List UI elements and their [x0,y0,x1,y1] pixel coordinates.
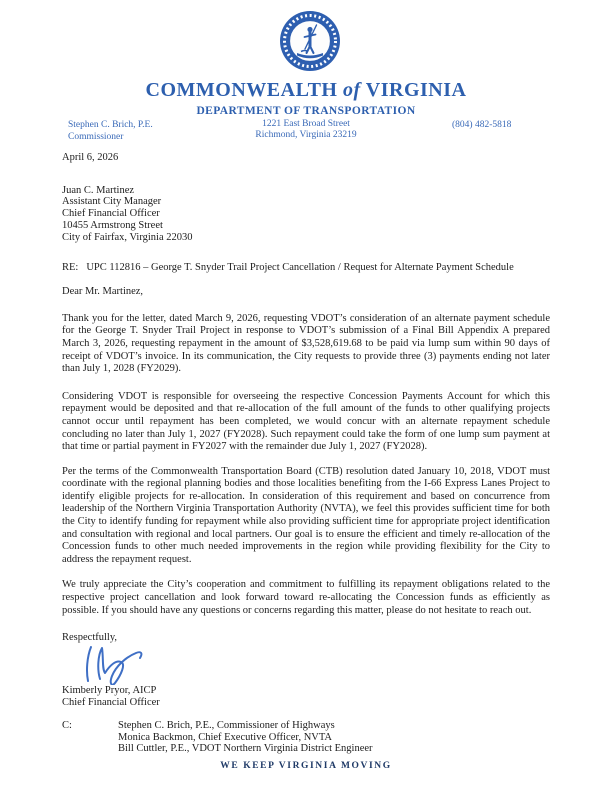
subject-line [62,262,550,275]
commonwealth-word: VIRGINIA [365,79,467,101]
recipient-city: City of Fairfax, Virginia 22030 [62,231,193,243]
salutation: Dear Mr. Martinez, [62,286,144,298]
signer-block [62,685,550,709]
recipient-title-2: Chief Financial Officer [62,208,160,220]
cc-block [62,720,550,755]
letter-date: April 6, 2026 [62,152,119,163]
commonwealth-word: COMMONWEALTH [145,79,338,101]
paragraph-1: Thank you for the letter, dated March 9, 2026, requesting VDOT’s consideration of an alternate payment schedule for the George T. Snyder Trail Project in response to VDOT’s submission of a Final Bill Appendix A prepared March 3, 2026, requesting repayment in the amount of $3,528,619.68 to be paid via lump sum within 90 days of receipt of VDOT’s invoice. In its communication, the City requests to provide three (3) payments ending not later than July 1, 2028 (FY2029). [62,312,550,375]
commissioner-title: Commissioner [68,131,124,142]
phone-number: (804) 482-5818 [452,120,512,130]
paragraph-3: Per the terms of the Commonwealth Transportation Board (CTB) resolution dated January 10, 2018, VDOT must coordinate with the regional planning bodies and those localities benefiting from the I-66 Express Lanes Project to identify eligible projects for re-allocation. In consideration of this requirement and based on concurrence from leadership of the Northern Virginia Transportation Authority (NVTA), we feel this provides sufficient time for both the City to identify funding for repayment while also providing sufficient time for appropriate project identification and consultation with regional and local partners. Our goal is to ensure the efficient and timely re-allocation of the Concession funds to other much needed improvements in the region while providing flexibility for the City to address the repayment request. [62,465,550,565]
cc-line: Bill Cuttler, P.E., VDOT Northern Virginia District Engineer [118,743,373,755]
handwritten-signature [74,643,170,685]
cc-line: Monica Backmon, Chief Executive Officer, NVTA [118,731,333,743]
commonwealth-title [0,79,612,102]
paragraph-4: We truly appreciate the City’s cooperation and commitment to fulfilling its repayment obligations related to the respective project cancellation and look forward toward re-allocating the Concession funds as efficiently as possible. If you should have any questions or concerns regarding this matter, please do not hesitate to reach out. [62,579,550,616]
cc-label: C: [62,719,72,731]
footer-motto: WE KEEP VIRGINIA MOVING [220,761,392,771]
signer-name: Kimberly Pryor, AICP [62,684,157,696]
paragraph-2: Considering VDOT is responsible for overseeing the respective Concession Payments Account for which this repayment would be deposited and that re-allocation of the full amount of the funds to other qualifying projects cannot occur until repayment has been completed, we would concur with an alternate repayment schedule concluding no later than July 1, 2027 (FY2028). Such repayment could take the form of one lump sum payment at that time or partial payment in FY2027 with the remainder due July 1, 2027 (FY2028). [62,390,550,453]
subject-label: RE: [62,261,79,273]
department-title: DEPARTMENT OF TRANSPORTATION [196,105,416,117]
commonwealth-of: of [342,79,361,101]
cc-line: Stephen C. Brich, P.E., Commissioner of Highways [118,719,335,731]
hq-street: 1221 East Broad Street [262,119,350,129]
commissioner-block [68,120,153,143]
commissioner-name: Stephen C. Brich, P.E. [68,120,153,130]
closing: Respectfully, [62,632,118,644]
recipient-address-block [62,185,550,244]
hq-city: Richmond, Virginia 23219 [255,130,357,140]
recipient-name: Juan C. Martinez [62,184,135,196]
recipient-title-1: Assistant City Manager [62,196,162,208]
virginia-state-seal-icon [278,9,342,73]
recipient-street: 10455 Armstrong Street [62,219,163,231]
signer-title: Chief Financial Officer [62,696,160,708]
subject-text: UPC 112816 – George T. Snyder Trail Project Cancellation / Request for Alternate Payment Schedule [86,261,514,273]
letter-body [62,148,550,755]
cc-lines [118,720,373,755]
